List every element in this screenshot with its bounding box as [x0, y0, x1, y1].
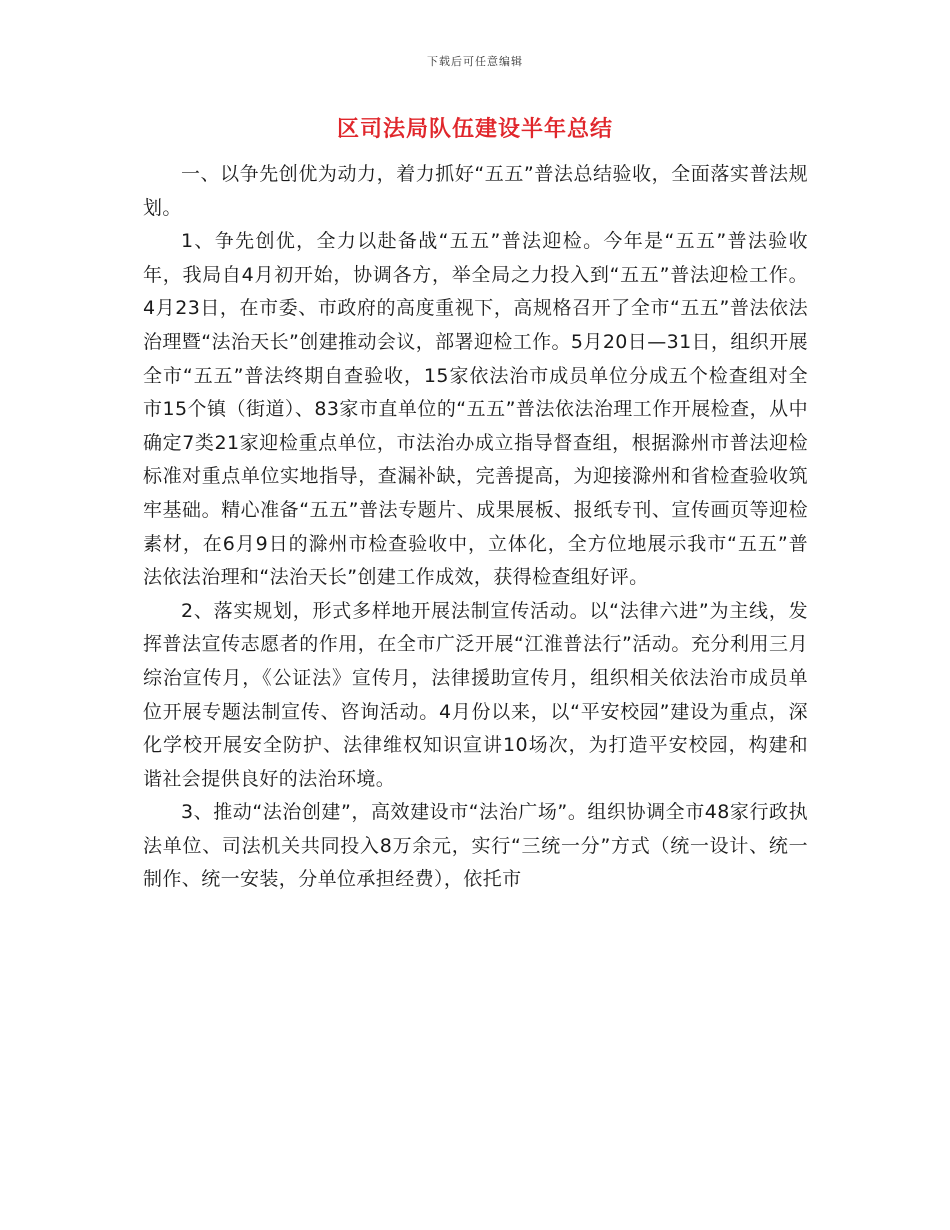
paragraph-item-1: 1、争先创优，全力以赴备战“五五”普法迎检。今年是“五五”普法验收年，我局自4月初开始，协调各方，举全局之力投入到“五五”普法迎检工作。4月23日，在市委、市政府的高度重视下，高规格召开了全市“五五”普法依法治理暨“法治天长”创建推动会议，部署迎检工作。5月20日—31日，组织开展全市“五五”普法终期自查验收，15家依法治市成员单位分成五个检查组对全市15个镇（街道）、83家市直单位的“五五”普法依法治理工作开展检查，从中确定7类21家迎检重点单位，市法治办成立指导督查组，根据滁州市普法迎检标准对重点单位实地指导，查漏补缺，完善提高，为迎接滁州和省检查验收筑牢基础。精心准备“五五”普法专题片、成果展板、报纸专刊、宣传画页等迎检素材，在6月9日的滁州市检查验收中，立体化，全方位地展示我市“五五”普法依法治理和“法治天长”创建工作成效，获得检查组好评。 [143, 230, 808, 589]
document-title: 区司法局队伍建设半年总结 [336, 117, 613, 142]
header-note: 下载后可任意编辑 [427, 55, 523, 68]
paragraph-section-1-heading: 一、以争先创优为动力，着力抓好“五五”普法总结验收，全面落实普法规划。 [143, 163, 808, 219]
paragraph-item-2: 2、落实规划，形式多样地开展法制宣传活动。以“法律六进”为主线，发挥普法宣传志愿者的作用，在全市广泛开展“江淮普法行”活动。充分利用三月综治宣传月，《公证法》宣传月，法律援助宣传月，组织相关依法治市成员单位开展专题法制宣传、咨询活动。4月份以来，以“平安校园”建设为重点，深化学校开展安全防护、法律维权知识宣讲10场次，为打造平安校园，构建和谐社会提供良好的法治环境。 [143, 599, 808, 790]
paragraph-item-3: 3、推动“法治创建”，高效建设市“法治广场”。组织协调全市48家行政执法单位、司法机关共同投入8万余元，实行“三统一分”方式（统一设计、统一制作、统一安装，分单位承担经费），依托市 [143, 801, 808, 891]
document-body [143, 158, 808, 897]
